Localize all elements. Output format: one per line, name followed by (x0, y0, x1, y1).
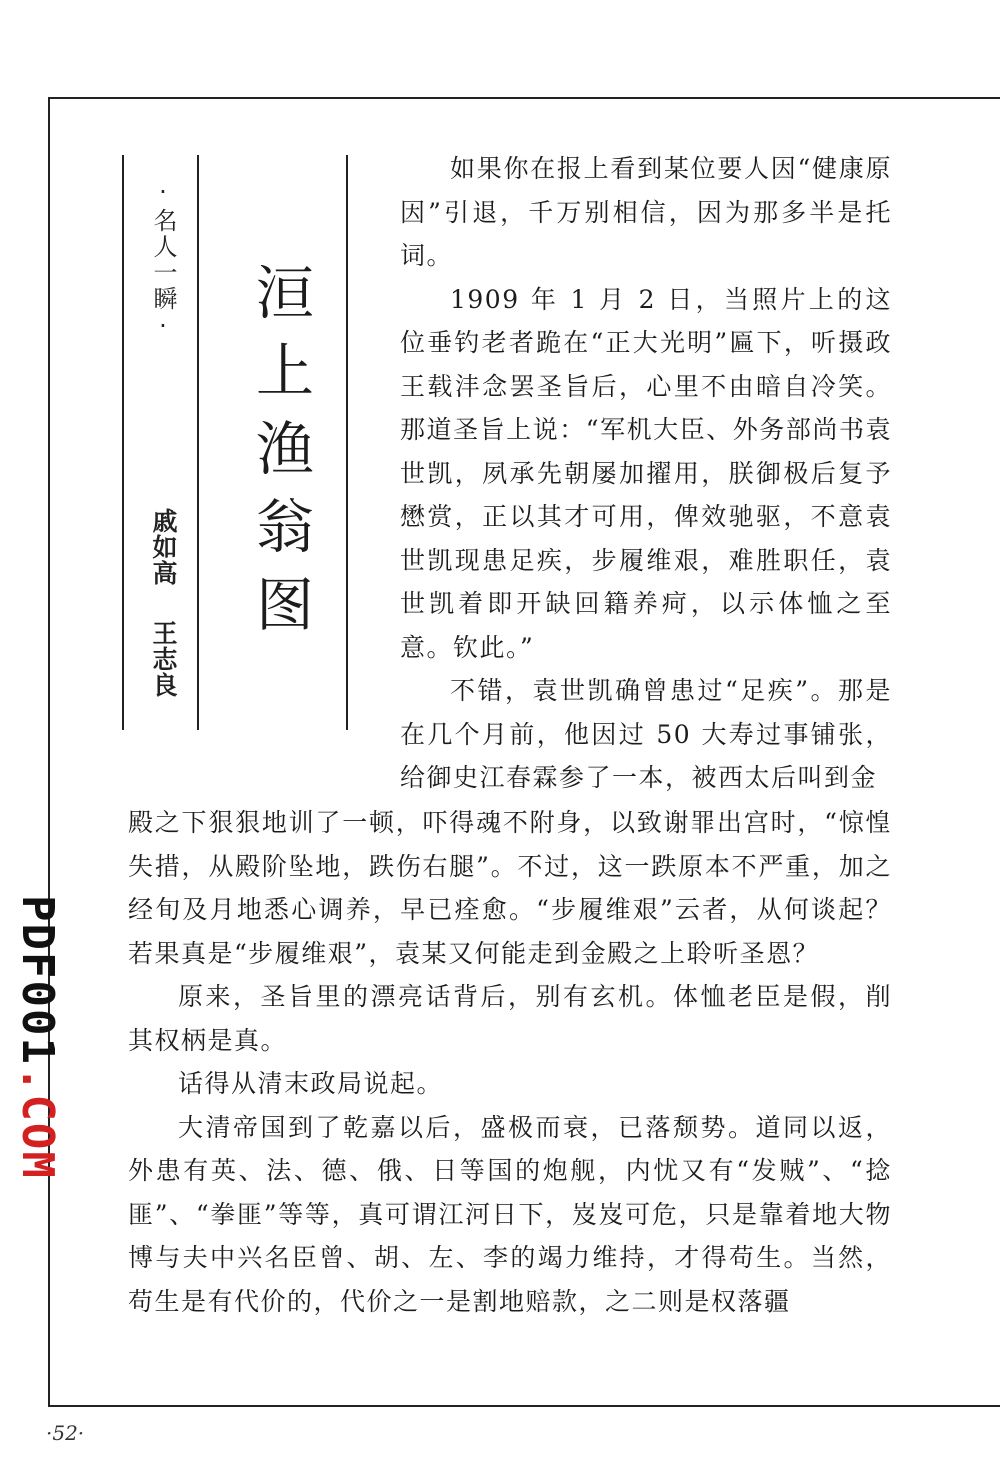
column-label: ·名人一瞬· (149, 178, 177, 342)
article-title: 洹上渔翁图 (246, 262, 314, 652)
paragraph: 原来，圣旨里的漂亮话背后，别有玄机。体恤老臣是假，削其权柄是真。 (128, 982, 892, 1055)
article-body-bottom (128, 801, 892, 1323)
divider-line (346, 155, 348, 730)
paragraph: 大清帝国到了乾嘉以后，盛极而衰，已落颓势。道同以返，外患有英、法、德、俄、日等国的炮舰，内忧又有“发贼”、“捻匪”、“拳匪”等等，真可谓江河日下，岌岌可危，只是靠着地大物博与夫中兴名臣曾、胡、左、李的竭力维持，才得苟生。当然，苟生是有代价的，代价之一是割地赔款，之二则是权落疆 (128, 1112, 892, 1316)
author-name: 戚如高 (149, 508, 178, 586)
watermark-text: PDF001 (12, 895, 63, 1066)
divider-line (122, 155, 124, 730)
paragraph: 殿之下狠狠地训了一顿，吓得魂不附身，以致谢罪出宫时，“惊惶失措，从殿阶坠地，跌伤右腿”。不过，这一跌原本不严重，加之经旬及月地悉心调养，早已痊愈。“步履维艰”云者，从何谈起？若果真是“步履维艰”，袁某又何能走到金殿之上聆听圣恩？ (128, 808, 892, 968)
paragraph: 如果你在报上看到某位要人因“健康原因”引退，千万别相信，因为那多半是托词。 (400, 154, 892, 270)
watermark-text: .COM (12, 1065, 63, 1180)
divider-line (197, 155, 199, 730)
article-authors (145, 508, 181, 698)
paragraph: 话得从清末政局说起。 (178, 1069, 444, 1098)
watermark (12, 895, 63, 1180)
page-number: ·52· (46, 1421, 85, 1445)
article-body-top (400, 147, 892, 800)
paragraph: 不错，袁世凯确曾患过“足疾”。那是在几个月前，他因过 50 大寿过事铺张，给御史江春霖参了一本，被西太后叫到金 (400, 676, 892, 792)
author-name: 王志良 (149, 620, 178, 698)
paragraph: 1909 年 1 月 2 日，当照片上的这位垂钓老者跪在“正大光明”匾下，听摄政王载沣念罢圣旨后，心里不由暗自冷笑。那道圣旨上说：“军机大臣、外务部尚书袁世凯，夙承先朝屡加擢用，朕御极后复予懋赏，正以其才可用，俾效驰驱，不意袁世凯现患足疾，步履维艰，难胜职任，袁世凯着即开缺回籍养疴，以示体恤之至意。钦此。” (400, 284, 892, 662)
